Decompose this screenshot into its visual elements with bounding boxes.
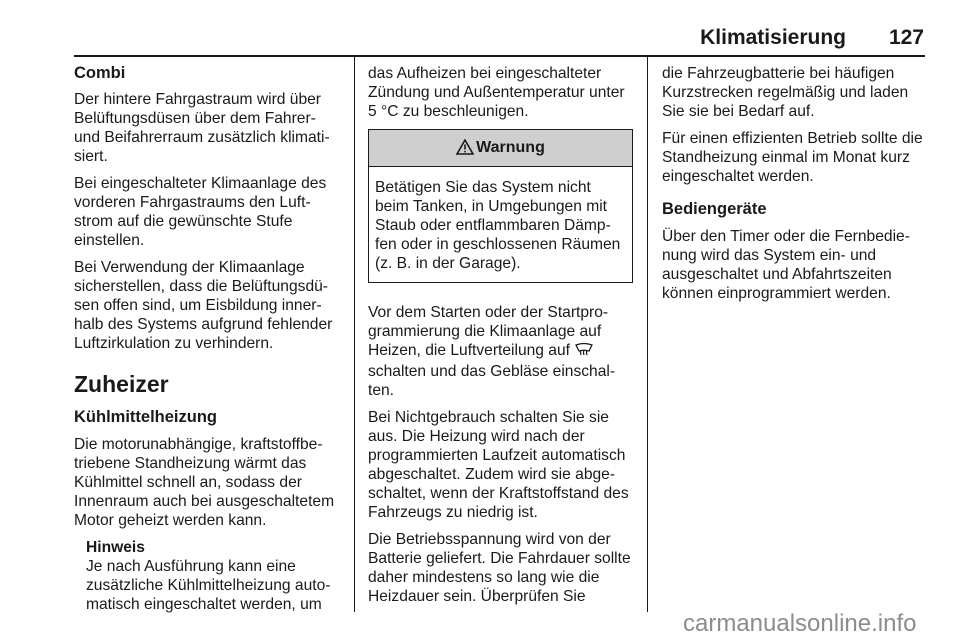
windscreen-defrost-icon [574, 342, 594, 362]
paragraph: Über den Timer oder die Fernbedienung wird das System ein- und ausgeschaltet und Abfahrtszeiten können einprogrammiert werden. [662, 228, 910, 302]
paragraph: Bei Verwendung der Klimaanlage sicherstellen, dass die Belüftungsdüsen offen sind, um Eisbildung innerhalb des Systems aufgrund fehlender Luftzirkulation zu verhindern. [74, 259, 333, 352]
warning-title: Warnung [476, 139, 545, 156]
warning-header [369, 130, 632, 167]
paragraph [368, 303, 633, 400]
column-divider [354, 57, 355, 612]
watermark: carmanualsonline.info [683, 610, 917, 637]
note-title: Hinweis [86, 539, 145, 556]
paragraph: die Fahrzeugbatterie bei häufigen Kurzstrecken regelmäßig und laden Sie sie bei Bedarf auf. [662, 65, 909, 120]
column-right [662, 64, 930, 311]
paragraph: Die motorunabhängige, kraftstoffbetriebene Standheizung wärmt das Kühlmittel schnell an, sodass der Innenraum auch bei ausgeschaltetem Motor geheizt werden kann. [74, 436, 335, 529]
section-title: Klimatisierung [700, 26, 846, 49]
warning-box [368, 129, 633, 283]
column-middle [368, 64, 633, 614]
heading-bediengeraete: Bediengeräte [662, 200, 767, 218]
heading-zuheizer: Zuheizer [74, 371, 169, 397]
paragraph: Bei eingeschalteter Klimaanlage des vorderen Fahrgastraums den Luftstrom auf die gewünschte Stufe einstellen. [74, 175, 327, 249]
heading-combi: Combi [74, 64, 126, 82]
warning-triangle-icon [456, 139, 474, 155]
paragraph: Die Betriebsspannung wird von der Batterie geliefert. Die Fahrdauer sollte daher mindestens so lang wie die Heizdauer sein. Überprüfen Sie [368, 531, 631, 605]
header-rule [74, 55, 925, 57]
note-block [86, 538, 342, 614]
heading-kuehlmittelheizung: Kühlmittelheizung [74, 408, 217, 426]
page-number: 127 [888, 26, 924, 49]
paragraph: das Aufheizen bei eingeschalteter Zündung und Außentemperatur unter 5 °C zu beschleunigen. [368, 65, 625, 120]
paragraph: Der hintere Fahrgastraum wird über Belüftungsdüsen über dem Fahrer- und Beifahrerraum zusätzlich klimatisiert. [74, 91, 330, 165]
paragraph-text: schalten und das Gebläse einschalten. [368, 363, 616, 399]
note-text: Je nach Ausführung kann eine zusätzliche Kühlmittelheizung automatisch eingeschaltet werden, um [86, 558, 331, 613]
column-left [74, 64, 342, 614]
warning-text: Betätigen Sie das System nicht beim Tanken, in Umgebungen mit Staub oder entflammbaren Dämpfen oder in geschlossenen Räumen (z. B. in der Garage). [375, 179, 621, 272]
paragraph: Für einen effizienten Betrieb sollte die Standheizung einmal im Monat kurz eingeschaltet werden. [662, 130, 923, 185]
paragraph: Bei Nichtgebrauch schalten Sie sie aus. Die Heizung wird nach der programmierten Laufzeit automatisch abgeschaltet. Zudem wird sie abgeschaltet, wenn der Kraftstoffstand des Fahrzeugs zu niedrig ist. [368, 409, 629, 521]
paragraph-text: Vor dem Starten oder der Startprogrammierung die Klimaanlage auf Heizen, die Luftverteilung auf [368, 304, 609, 359]
page-header [74, 26, 924, 54]
column-divider [647, 57, 648, 612]
